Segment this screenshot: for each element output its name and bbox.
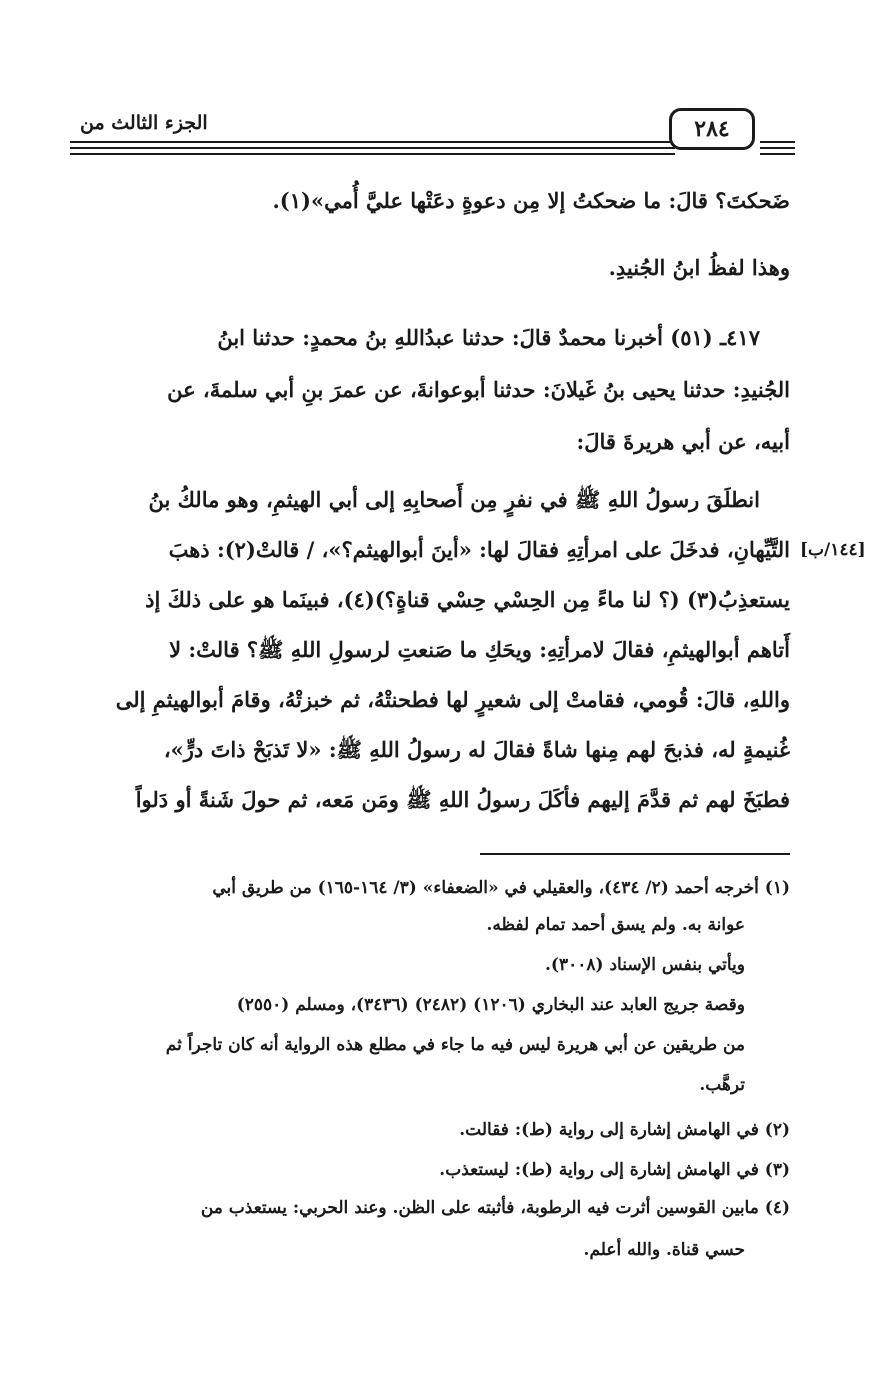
footnote-line: (٣) في الهامش إشارة إلى رواية (ط): ليستعذب. [439,1160,790,1180]
body-line: واللهِ، قالَ: قُومي، فقامتْ إلى شعيرٍ لها فطحنتْهُ، ثم خبزتْهُ، وقامَ أبوالهيثمِ إلى [115,687,790,712]
footnote-line: (٢) في الهامش إشارة إلى رواية (ط): فقالت. [459,1120,790,1140]
body-line: انطلَقَ رسولُ اللهِ ﷺ في نفرٍ مِن أَصحابِهِ إلى أبي الهيثمِ، وهو مالكُ بنُ [148,487,760,512]
page-number: ٢٨٤ [694,116,730,142]
footnotes [78,0,790,1391]
footnote-line: (١) أخرجه أحمد (٢/ ٤٣٤)، والعقيلي في «الضعفاء» (٣/ ١٦٤-١٦٥) من طريق أبي [212,878,790,898]
body-line: الجُنيدِ: حدثنا يحيى بنُ غَيلانَ: حدثنا أبوعوانةَ، عن عمرَ بنِ أبي سلمةَ، عن [167,377,790,402]
body-line: ضَحكتَ؟ قالَ: ما ضحكتُ إلا مِن دعوةٍ دعَتْها عليَّ أُمي»(١). [272,188,790,213]
body-line: غُنيمةٍ له، فذبحَ لهم مِنها شاةً فقالَ له رسولُ اللهِ ﷺ: «لا تَذبَحْ ذاتَ درٍّ»، [163,737,790,762]
footnote-line: حسي قناة. والله أعلم. [583,1240,745,1260]
footnote-line: من طريقين عن أبي هريرة ليس فيه ما جاء في مطلع هذه الرواية أنه كان تاجراً ثم [165,1035,745,1055]
running-title: الجزء الثالث من [80,112,208,134]
body-line: يستعذِبُ(٣) (؟ لنا ماءً مِن الحِسْي حِسْي قناةٍ؟)(٤)، فبينَما هو على ذلكَ إذ [145,587,790,612]
body-line: فطبَخَ لهم ثم قدَّمَ إليهم فأكَلَ رسولُ اللهِ ﷺ ومَن مَعه، ثم حولَ شَنةً أو دَلواً [135,787,790,812]
margin-folio-note: [١٤٤/ب] [800,540,866,560]
body-line: ٤١٧ـ (٥١) أخبرنا محمدٌ قالَ: حدثنا عبدُاللهِ بنُ محمدٍ: حدثنا ابنُ [217,325,760,350]
footnote-line: ترهَّب. [699,1075,745,1095]
footnote-line: (٤) مابين القوسين أثرت فيه الرطوبة، فأثبته على الظن. وعند الحربي: يستعذب من [200,1198,790,1218]
footnote-line: عوانة به. ولم يسق أحمد تمام لفظه. [486,915,745,935]
footnote-line: ويأتي بنفس الإسناد (٣٠٠٨). [545,955,745,975]
body-line: أبيه، عن أبي هريرةَ قالَ: [576,429,790,454]
body-line: وهذا لفظُ ابنُ الجُنيدِ. [608,255,790,280]
footnote-line: وقصة جريج العابد عند البخاري (١٢٠٦) (٢٤٨٢) (٣٤٣٦)، ومسلم (٢٥٥٠) [236,995,745,1015]
body-line: التَّيِّهانِ، فدخَلَ على امرأتِهِ فقالَ لها: «أينَ أبوالهيثم؟»، / قالتْ(٢): ذهبَ [168,537,790,562]
body-line: أَتاهم أبوالهيثمِ، فقالَ لامرأتِهِ: ويحَكِ ما صَنعتِ لرسولِ اللهِ ﷺ؟ قالتْ: لا [169,637,790,662]
